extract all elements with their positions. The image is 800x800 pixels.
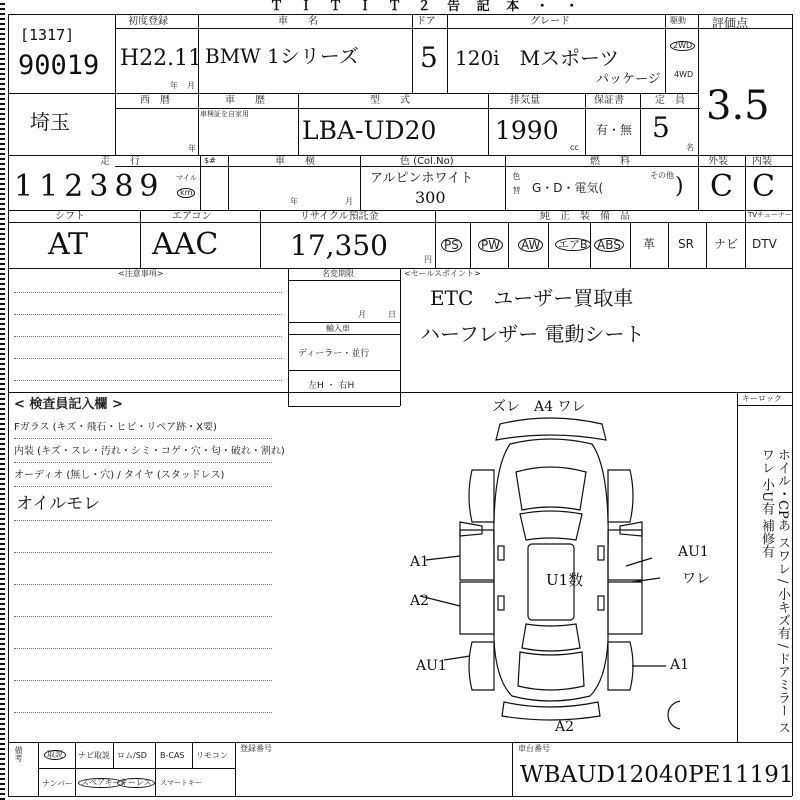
- diagram-au1-left: AU1: [416, 658, 447, 674]
- interior-value: C: [752, 169, 775, 204]
- yen-label: 円: [424, 255, 432, 264]
- lot-number: 90019: [18, 50, 100, 81]
- first-reg-year: 年: [170, 81, 178, 90]
- equip-aw: AW: [518, 238, 543, 252]
- footer-remote: リモコン: [196, 751, 228, 760]
- footer-navi-manual: ナビ取説: [78, 751, 110, 760]
- diagram-a1-left-top: A1: [410, 554, 430, 570]
- inspector-line-1: Fガラス (キズ・飛石・ヒビ・リペア跡・X要): [14, 422, 217, 433]
- history-note: 車検証を自家用: [200, 110, 249, 118]
- shift-value: AT: [48, 227, 89, 262]
- title-fragment: Ｔ Ｉ Ｔ Ｉ Ｔ ２ 告 記 本 ・ ・: [270, 0, 585, 14]
- warranty-value: 有・無: [596, 123, 633, 137]
- color-change-label: 色替: [512, 172, 521, 200]
- grade-label: グレード: [530, 16, 570, 27]
- import-label: 輸入車: [326, 324, 350, 333]
- import-options: ディーラー・並行: [298, 349, 370, 359]
- inspector-label: < 検査員記入欄 >: [14, 397, 123, 412]
- rating-value: 3.5: [706, 83, 770, 129]
- recycle-label: リサイクル預託金: [300, 211, 379, 222]
- recycle-value: 17,350: [290, 229, 388, 262]
- fuel-other-label: その他: [650, 171, 674, 180]
- rating-label: 評価点: [712, 16, 749, 30]
- door-label: ドア: [416, 16, 436, 27]
- grade-value-2: パッケージ: [596, 72, 661, 87]
- inspector-line-3: オーディオ (無し・穴) / タイヤ (スタッドレス): [14, 470, 225, 481]
- drive-label: 駆動: [670, 16, 686, 25]
- footer-row-label: 備考: [14, 746, 23, 762]
- exterior-value: C: [710, 169, 733, 204]
- era-label: 西 暦: [140, 95, 170, 106]
- notes-label: <注意事項>: [118, 269, 164, 278]
- inspection-label: 車 検: [275, 156, 315, 167]
- equip-sunroof: SR: [678, 237, 694, 251]
- mile-label: マイル: [176, 174, 197, 182]
- car-name-label: 車 名: [278, 16, 318, 27]
- sharp-label: $#: [204, 156, 216, 165]
- aircon-label: エアコン: [172, 211, 212, 222]
- warranty-label: 保証書: [594, 95, 624, 106]
- diagram-a2-bottom: A2: [555, 719, 575, 735]
- equip-pw: PW: [478, 238, 503, 252]
- footer-bcas: B-CAS: [160, 751, 185, 760]
- history-label: 車 歴: [225, 95, 265, 106]
- side-notes: ホイル・CPあ スワレ / 小キズ有 / ドアミラー スワレ 小U有 補修有: [759, 448, 790, 735]
- shift-label: シフト: [55, 211, 85, 222]
- mileage-value: 112389: [14, 169, 165, 204]
- color-no: 300: [415, 188, 446, 207]
- displacement-value: 1990: [495, 116, 559, 145]
- inspection-month: 月: [345, 197, 353, 206]
- car-name-value: BMW 1シリーズ: [205, 44, 359, 68]
- color-value: アルピンホワイト: [370, 171, 474, 186]
- binding-edge: [0, 0, 5, 800]
- sales-line-1: ETC ユーザー買取車: [430, 286, 634, 310]
- name-change-label: 名変期限: [322, 269, 354, 278]
- prefecture: 埼玉: [30, 110, 70, 134]
- drive-2wd: 2WD: [670, 41, 695, 51]
- inspector-line-2: 内装 (キズ・スレ・汚れ・シミ・コゲ・穴・匂・破れ・割れ): [14, 446, 285, 457]
- equip-dtv: DTV: [752, 237, 777, 251]
- cc-label: cc: [570, 143, 579, 152]
- drive-4wd: 4WD: [674, 70, 694, 79]
- name-change-month: 月: [358, 310, 366, 319]
- fuel-label: 燃 料: [590, 156, 630, 167]
- diagram-ware-right: ワレ: [682, 571, 710, 587]
- footer-keyless: キーレス: [117, 778, 155, 788]
- chassis-value: WBAUD12040PE11191: [520, 762, 794, 788]
- fuel-close: ): [675, 174, 684, 199]
- first-reg-label: 初度登録: [128, 16, 168, 27]
- car-body-diagram: [420, 410, 680, 730]
- interior-label: 内装: [752, 156, 772, 167]
- footer-manual: 取説: [44, 750, 66, 760]
- color-label: 色 (Col.No): [400, 156, 454, 167]
- first-reg-month: 月: [187, 81, 195, 90]
- persons-label: 名: [686, 143, 694, 152]
- displacement-label: 排気量: [510, 95, 540, 106]
- sales-line-2: ハーフレザー 電動シート: [420, 322, 645, 346]
- grade-value: 120i Mスポーツ: [455, 46, 620, 70]
- sheet-code: [1317]: [20, 26, 75, 44]
- mileage-label: 走 行: [100, 156, 140, 167]
- fuel-options: G・D・電気(: [532, 181, 604, 195]
- diagram-top-label: ズレ A4 ワレ: [492, 399, 586, 415]
- door-value: 5: [420, 41, 438, 74]
- tuner-label: TVチューナー: [748, 211, 792, 219]
- name-change-day: 日: [388, 310, 396, 319]
- handle-options: 左H ・ 右H: [308, 381, 355, 391]
- chassis-label: 車台番号: [518, 744, 550, 753]
- equip-navi: ナビ: [714, 237, 739, 251]
- diagram-u1-center: U1数: [546, 571, 584, 589]
- inspector-handwritten-note: オイルモレ: [16, 494, 101, 514]
- keyless-label: キーロック: [742, 394, 782, 403]
- capacity-value: 5: [652, 111, 670, 144]
- model-value: LBA-UD20: [302, 116, 437, 145]
- equip-ps: PS: [441, 238, 462, 252]
- era-year: 年: [188, 144, 196, 153]
- equip-abs: ABS: [594, 238, 624, 252]
- first-reg-value: H22.11: [120, 46, 203, 71]
- km-label: km: [177, 188, 195, 198]
- footer-spare-key: スペアキー: [78, 778, 124, 788]
- exterior-label: 外装: [708, 156, 728, 167]
- equipment-label: 純 正 装 備 品: [540, 211, 630, 222]
- footer-smart-key: スマートキー: [160, 779, 202, 787]
- diagram-au1-right: AU1: [678, 544, 709, 560]
- footer-number: ナンバー: [42, 779, 74, 788]
- equip-airbag: エアB: [555, 238, 591, 251]
- inspection-year: 年: [290, 197, 298, 206]
- aircon-value: AAC: [152, 227, 219, 262]
- footer-rom-sd: ロム/SD: [117, 751, 147, 760]
- equip-leather: 革: [643, 237, 656, 251]
- reg-number-label: 登録番号: [240, 744, 272, 753]
- capacity-label: 定 員: [655, 95, 685, 106]
- diagram-a2-left: A2: [410, 593, 430, 609]
- model-label: 型 式: [370, 95, 410, 106]
- sales-points-label: <セールスポイント>: [404, 269, 481, 278]
- diagram-a1-right: A1: [670, 657, 690, 673]
